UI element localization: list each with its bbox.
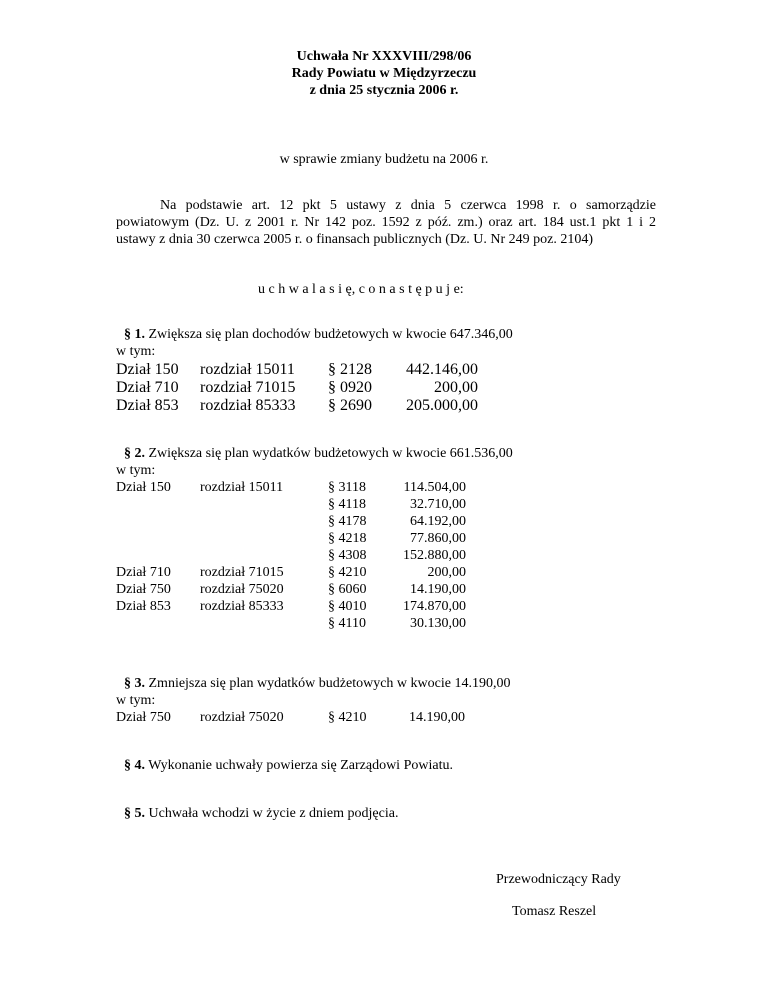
table-cell-paragraf: § 3118 xyxy=(328,480,366,495)
section-4-number: § 4. xyxy=(124,758,145,773)
table-cell-paragraf: § 4010 xyxy=(328,599,367,614)
table-cell-rozdzial: rozdział 15011 xyxy=(200,361,295,378)
section-1-text: Zwiększa się plan dochodów budżetowych w kwocie 647.346,00 xyxy=(145,327,513,342)
section-5-number: § 5. xyxy=(124,806,145,821)
table-cell-rozdzial: rozdział 85333 xyxy=(200,599,284,614)
table-cell-kwota: 30.130,00 xyxy=(410,616,466,631)
table-cell-kwota: 64.192,00 xyxy=(410,514,466,529)
table-cell-paragraf: § 4178 xyxy=(328,514,367,529)
section-3-text: Zmniejsza się plan wydatków budżetowych w kwocie 14.190,00 xyxy=(145,676,511,691)
section-2-wtym: w tym: xyxy=(116,463,156,478)
legal-basis-line-3: ustawy z dnia 30 czerwca 2005 r. o finansach publicznych (Dz. U. Nr 249 poz. 2104) xyxy=(116,232,594,247)
table-cell-kwota: 205.000,00 xyxy=(406,397,478,414)
table-cell-paragraf: § 2690 xyxy=(328,397,372,414)
resolution-title: Uchwała Nr XXXVIII/298/06 xyxy=(296,49,472,64)
resolution-council: Rady Powiatu w Międzyrzeczu xyxy=(291,66,477,81)
table-cell-rozdzial: rozdział 75020 xyxy=(200,582,284,597)
table-cell-dzial: Dział 710 xyxy=(116,565,171,580)
table-cell-kwota: 152.880,00 xyxy=(403,548,466,563)
table-cell-dzial: Dział 750 xyxy=(116,582,171,597)
table-cell-paragraf: § 4110 xyxy=(328,616,366,631)
table-cell-kwota: 114.504,00 xyxy=(403,480,466,495)
table-cell-kwota: 442.146,00 xyxy=(406,361,478,378)
table-cell-kwota: 77.860,00 xyxy=(410,531,466,546)
table-cell-paragraf: § 0920 xyxy=(328,379,372,396)
section-3-number: § 3. xyxy=(124,676,145,691)
table-cell-dzial: Dział 750 xyxy=(116,710,171,725)
table-cell-paragraf: § 2128 xyxy=(328,361,372,378)
table-cell-rozdzial: rozdział 71015 xyxy=(200,565,284,580)
table-cell-kwota: 174.870,00 xyxy=(403,599,466,614)
signature-name: Tomasz Reszel xyxy=(512,904,597,919)
table-cell-rozdzial: rozdział 71015 xyxy=(200,379,296,396)
section-4-text: Wykonanie uchwały powierza się Zarządowi Powiatu. xyxy=(145,758,453,773)
resolution-date: z dnia 25 stycznia 2006 r. xyxy=(309,83,459,98)
signature-role: Przewodniczący Rady xyxy=(496,872,621,887)
legal-basis-line-1: Na podstawie art. 12 pkt 5 ustawy z dnia 5 czerwca 1998 r. o samorządzie xyxy=(160,198,656,213)
section-1-heading xyxy=(124,326,513,343)
table-cell-kwota: 32.710,00 xyxy=(410,497,466,512)
table-cell-kwota: 200,00 xyxy=(434,379,478,396)
table-cell-rozdzial: rozdział 85333 xyxy=(200,397,296,414)
legal-basis-line-2: powiatowym (Dz. U. z 2001 r. Nr 142 poz. 1592 z póź. zm.) oraz art. 184 ust.1 pkt 1 i 2 xyxy=(116,215,656,230)
table-cell-dzial: Dział 710 xyxy=(116,379,179,396)
section-3-heading xyxy=(124,675,510,692)
table-cell-kwota: 14.190,00 xyxy=(410,582,466,597)
section-5 xyxy=(124,805,398,822)
section-2-heading xyxy=(124,445,513,462)
section-5-text: Uchwała wchodzi w życie z dniem podjęcia. xyxy=(145,806,399,821)
table-cell-dzial: Dział 150 xyxy=(116,480,171,495)
resolution-subject: w sprawie zmiany budżetu na 2006 r. xyxy=(279,152,489,167)
table-cell-dzial: Dział 853 xyxy=(116,599,171,614)
section-2-number: § 2. xyxy=(124,446,145,461)
section-4 xyxy=(124,757,453,774)
section-1-wtym: w tym: xyxy=(116,344,156,359)
table-cell-rozdzial: rozdział 75020 xyxy=(200,710,284,725)
table-cell-rozdzial: rozdział 15011 xyxy=(200,480,284,495)
table-cell-paragraf: § 4210 xyxy=(328,710,367,725)
table-cell-dzial: Dział 150 xyxy=(116,361,179,378)
table-cell-kwota: 14.190,00 xyxy=(409,710,465,725)
section-2-text: Zwiększa się plan wydatków budżetowych w kwocie 661.536,00 xyxy=(145,446,513,461)
resolves-clause: u c h w a l a s i ę, c o n a s t ę p u j e: xyxy=(258,282,464,297)
table-cell-dzial: Dział 853 xyxy=(116,397,179,414)
section-1-number: § 1. xyxy=(124,327,145,342)
table-cell-paragraf: § 4210 xyxy=(328,565,367,580)
table-cell-paragraf: § 4118 xyxy=(328,497,366,512)
table-cell-kwota: 200,00 xyxy=(427,565,466,580)
table-cell-paragraf: § 6060 xyxy=(328,582,367,597)
section-3-wtym: w tym: xyxy=(116,693,156,708)
table-cell-paragraf: § 4308 xyxy=(328,548,367,563)
table-cell-paragraf: § 4218 xyxy=(328,531,367,546)
